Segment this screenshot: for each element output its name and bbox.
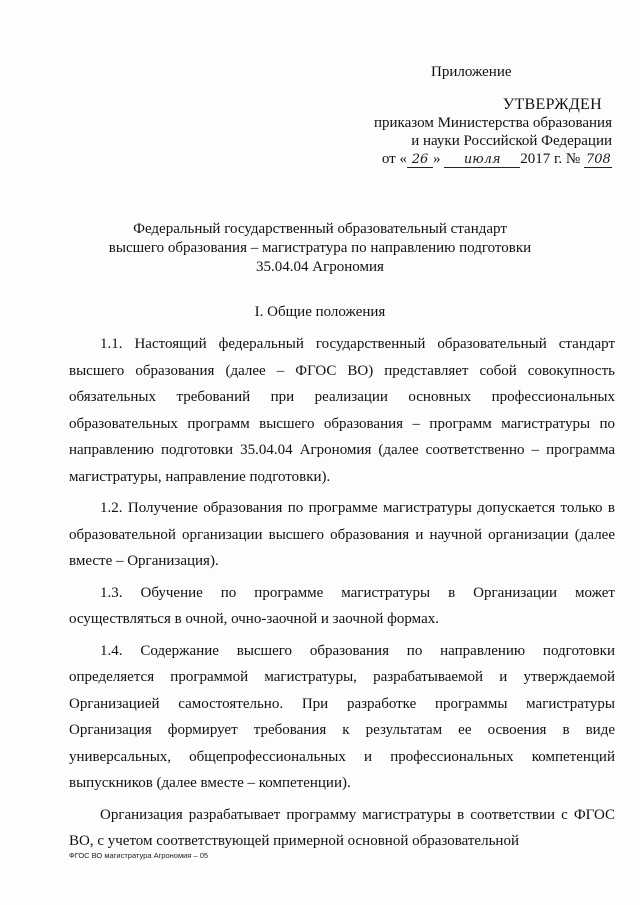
- page-footer: ФГОС ВО магистратура Агрономия – 05: [69, 851, 209, 860]
- body-text: [69, 331, 615, 860]
- handwritten-order-number: 708: [586, 152, 611, 167]
- handwritten-day: 26: [407, 153, 433, 168]
- order-line-2: и науки Российской Федерации: [411, 133, 612, 149]
- handwritten-month: июля: [444, 153, 520, 168]
- section-heading: I. Общие положения: [254, 304, 386, 320]
- paragraph-1-3: 1.3. Обучение по программе магистратуры в Организации может осуществляться в очной, очно-заочной и заочной формах.: [69, 584, 615, 627]
- approval-block: [312, 96, 612, 168]
- order-line-1: приказом Министерства образования: [374, 115, 612, 131]
- paragraph-1-2: 1.2. Получение образования по программе магистратуры допускается только в образовательной организации высшего образования и научной организации (далее вместе – Организация).: [69, 500, 615, 569]
- approved-heading: УТВЕРЖДЕН: [502, 96, 602, 113]
- paragraph-1-1: 1.1. Настоящий федеральный государственный образовательный стандарт высшего образования (далее – ФГОС ВО) представляет собой совокупность обязательных требований при реализации основных профессиональных образовательных программ высшего образования – программ магистратуры по направлению подготовки 35.04.04 Агрономия (далее соответственно – программа магистратуры, направление подготовки).: [69, 336, 615, 485]
- paragraph-1-4: 1.4. Содержание высшего образования по направлению подготовки определяется программой магистратуры, разрабатываемой и утверждаемой Организацией самостоятельно. При разработке программы магистратуры Организация формирует требования к результатам ее освоения в виде универсальных, общепрофессиональных и профессиональных компетенций выпускников (далее вместе – компетенции).: [69, 642, 615, 791]
- title-line-3: 35.04.04 Агрономия: [256, 259, 384, 275]
- date-year: 2017 г. №: [520, 151, 581, 167]
- appendix-label: Приложение: [431, 64, 512, 80]
- title-line-2: высшего образования – магистратура по направлению подготовки: [108, 240, 532, 256]
- title-line-1: Федеральный государственный образовательный стандарт: [133, 221, 507, 237]
- document-title: [0, 220, 640, 277]
- order-date-line: [312, 150, 612, 168]
- date-quote-close: »: [432, 151, 441, 167]
- paragraph-continuation: Организация разрабатывает программу магистратуры в соответствии с ФГОС ВО, с учетом соответствующей примерной основной образовательной: [69, 806, 615, 849]
- date-prefix: от «: [381, 151, 407, 167]
